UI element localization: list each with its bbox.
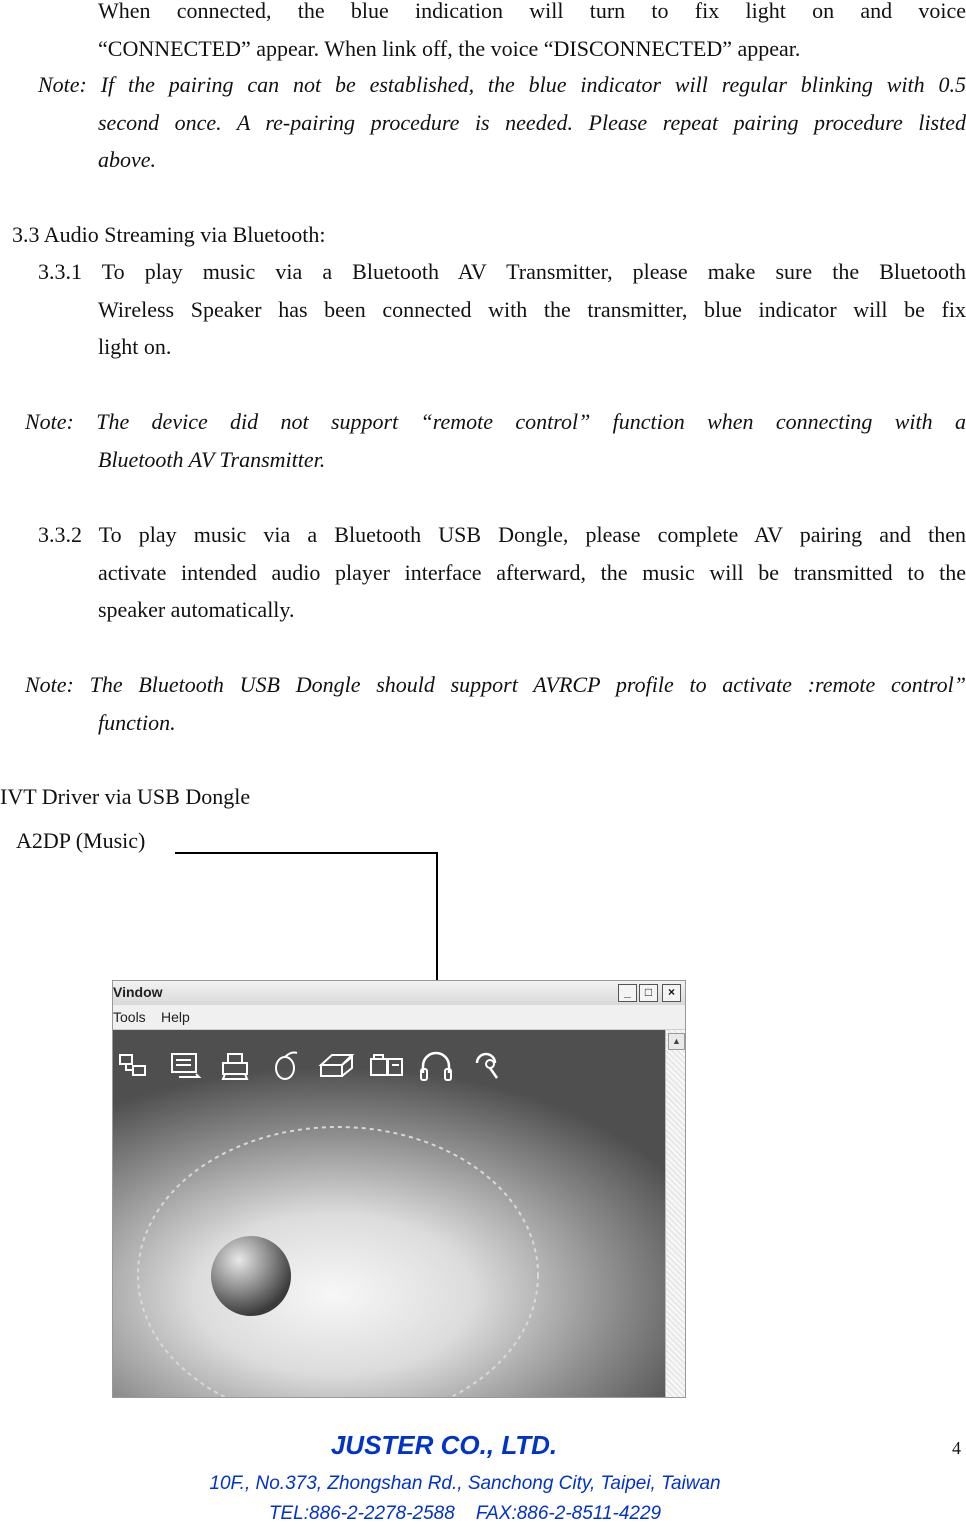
menu-tools[interactable]: Tools (113, 1009, 146, 1025)
orbit-ring (138, 1127, 538, 1397)
section-heading: 3.3 Audio Streaming via Bluetooth: (12, 222, 326, 247)
scroll-up-arrow-icon[interactable]: ▲ (668, 1033, 685, 1050)
text-line: second once. A re-pairing procedure is needed. Please repeat pairing procedure listed (98, 109, 966, 135)
text-line: Bluetooth AV Transmitter. (98, 446, 326, 472)
text-line: 3.3.1 To play music via a Bluetooth AV Transmitter, please make sure the Bluetooth (38, 259, 966, 284)
text-line: Wireless Speaker has been connected with the transmitter, blue indicator will be fix (98, 296, 966, 322)
footer-company-name: JUSTER CO., LTD. (330, 1430, 558, 1460)
maximize-button[interactable]: □ (639, 984, 658, 1002)
card-icon[interactable] (169, 1051, 203, 1081)
footer-address: 10F., No.373, Zhongshan Rd., Sanchong City, Taipei, Taiwan (209, 1473, 721, 1494)
network-icon[interactable] (118, 1051, 148, 1081)
text-line: speaker automatically. (98, 597, 295, 622)
ivt-heading: IVT Driver via USB Dongle (0, 784, 251, 809)
minimize-button[interactable]: _ (618, 984, 637, 1002)
a2dp-label: A2DP (Music) (16, 828, 146, 853)
window-titlebar (113, 981, 685, 1005)
text-line: 3.3.2 To play music via a Bluetooth USB Dongle, please complete AV pairing and then (38, 522, 966, 547)
headphones-icon[interactable] (418, 1049, 454, 1083)
text-line: light on. (98, 334, 172, 359)
ivt-window-screenshot (112, 980, 686, 1398)
text-line: activate intended audio player interface afterward, the music will be transmitted to the (98, 559, 966, 585)
text-line: Note: If the pairing can not be established, the blue indicator will regular blinking with 0.5 (38, 72, 966, 97)
window-title: Vindow (113, 984, 163, 1000)
text-line: “CONNECTED” appear. When link off, the voice “DISCONNECTED” appear. (98, 35, 801, 61)
fax-icon[interactable] (318, 1051, 356, 1081)
text-line: When connected, the blue indication will turn to fix light on and voice (98, 0, 966, 23)
vertical-scrollbar[interactable] (665, 1030, 686, 1397)
file-transfer-icon[interactable] (369, 1051, 407, 1081)
page-number: 4 (952, 1438, 961, 1458)
bluetooth-canvas (113, 1030, 665, 1397)
text-line: Note: The Bluetooth USB Dongle should support AVRCP profile to activate :remote control” (25, 672, 966, 697)
menu-help[interactable]: Help (161, 1009, 190, 1025)
printer-icon[interactable] (219, 1050, 253, 1082)
footer-contact: TEL:886-2-2278-2588 FAX:886-2-8511-4229 (268, 1503, 662, 1524)
canvas-art (113, 1030, 665, 1397)
window-menubar (113, 1005, 685, 1030)
text-line: Note: The device did not support “remote control” function when connecting with a (25, 409, 966, 434)
text-line: above. (98, 147, 157, 172)
mouse-icon[interactable] (271, 1050, 301, 1082)
text-line: function. (98, 709, 176, 735)
headset-icon[interactable] (472, 1050, 502, 1082)
local-device-sphere[interactable] (211, 1236, 291, 1316)
close-button[interactable]: × (662, 984, 681, 1002)
